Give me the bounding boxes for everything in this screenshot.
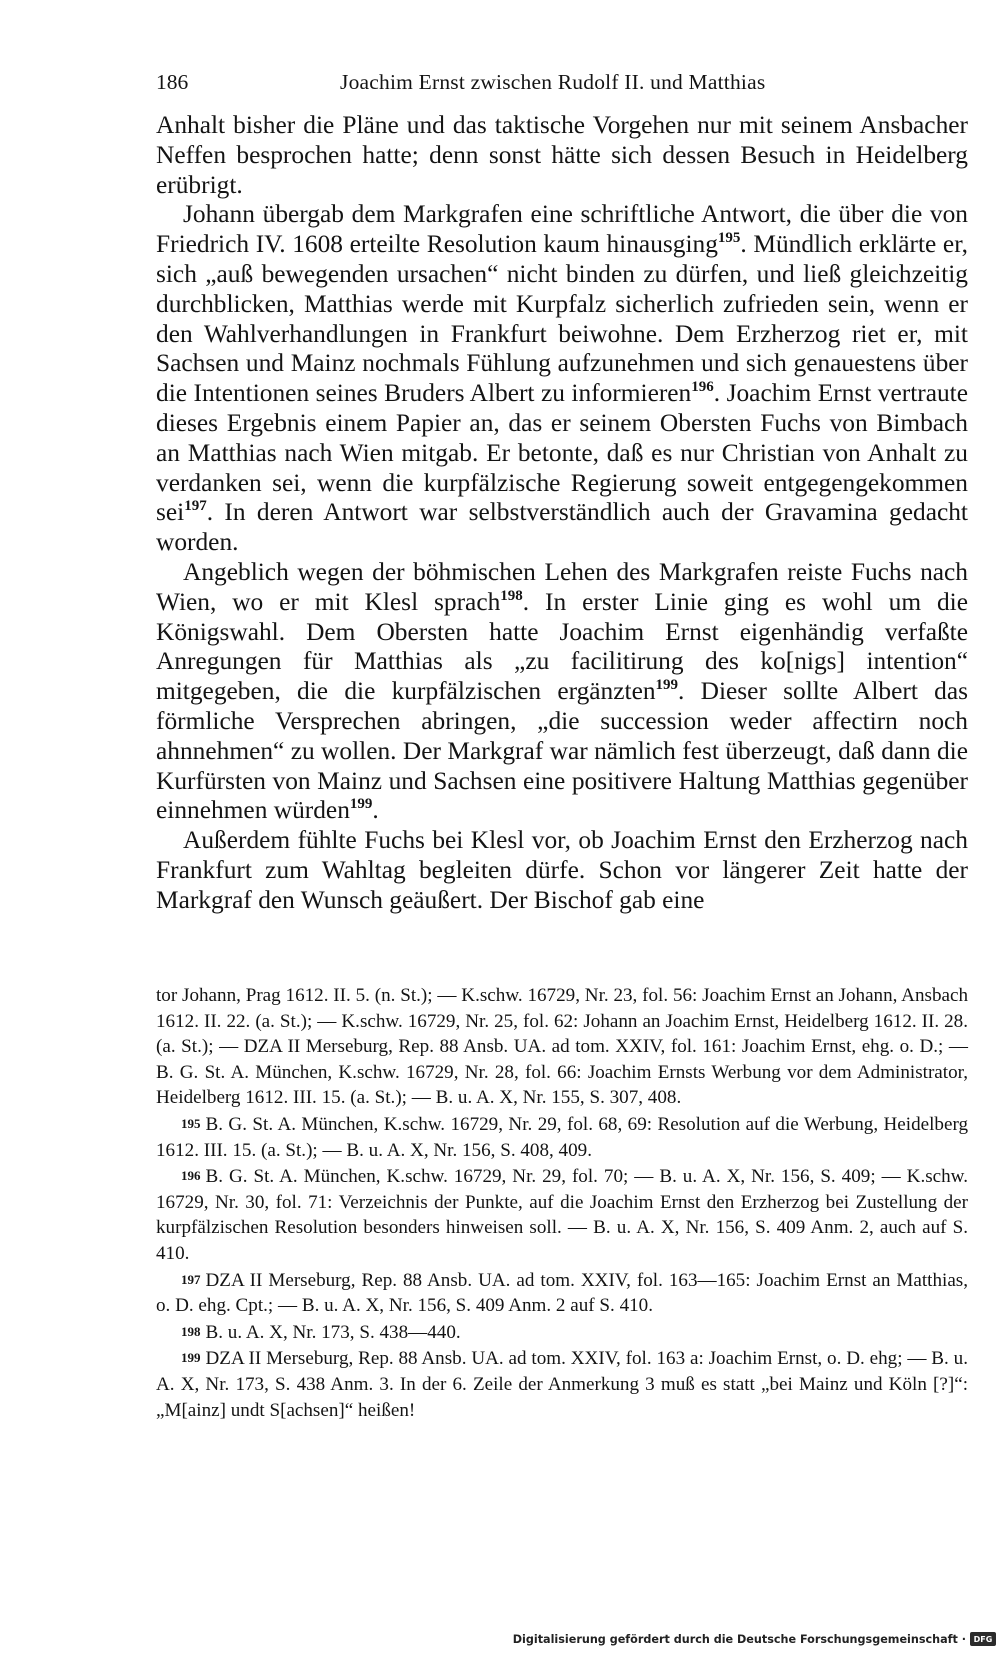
footnote-ref-198: 198 — [500, 587, 523, 604]
paragraph-1 — [156, 111, 968, 200]
footnote-195 — [156, 1111, 968, 1163]
paragraph-3-text: . — [372, 796, 379, 825]
paragraph-1-text: Anhalt bisher die Pläne und das taktische Vorgehen nur mit seinem Ansbacher Neffen besprochen hatte; denn sonst hätte sich dessen Besuch in Heidelberg erübrigt. — [156, 111, 968, 199]
paragraph-3-text: . In erster Linie ging es wohl um die Königswahl. Dem Obersten hatte Joachim Ernst eigenhändig verfaßte Anregungen für Matthias als „zu facilitirung des ko[nigs] intention“ mitgegeben, die die kurpfälzischen ergänzten — [156, 587, 968, 706]
paragraph-2-text: . In deren Antwort war selbstverständlich auch der Gravamina gedacht worden. — [156, 498, 968, 557]
footnote-continued: tor Johann, Prag 1612. II. 5. (n. St.); — K.schw. 16729, Nr. 23, fol. 56: Joachim Ernst an Johann, Ansbach 1612. II. 22. (a. St.); — K.schw. 16729, Nr. 25, fol. 62: Johann an Joachim Ernst, Heidelberg 1612. II. 28. (a. St.); — DZA II Merseburg, Rep. 88 Ansb. UA. ad tom. XXIV, fol. 161: Joachim Ernst, ehg. o. D.; — B. G. St. A. München, K.schw. 16729, Nr. 28, fol. 66: Joachim Ernsts Werbung vor dem Administrator, Heidelberg 1612. III. 15. (a. St.); — B. u. A. X, Nr. 155, S. 307, 408. — [156, 985, 968, 1109]
footnote-ref-196: 196 — [691, 379, 714, 396]
footnote-number: 196 — [181, 1168, 201, 1184]
page-number: 186 — [156, 70, 189, 94]
footnote-number: 198 — [181, 1323, 201, 1339]
footnote-197 — [156, 1267, 968, 1319]
page-header — [156, 70, 968, 102]
paragraph-3-text: Angeblich wegen der böhmischen Lehen des Markgrafen reiste Fuchs nach Wien, wo er mit Klesl sprach — [156, 557, 968, 616]
footnote-text: B. G. St. A. München, K.schw. 16729, Nr. 29, fol. 70; — B. u. A. X, Nr. 156, S. 409; — K.schw. 16729, Nr. 30, fol. 71: Verzeichnis der Punkte, auf die Joachim Ernst den Erzherzog bei Zustellung der kurpfälzischen Resolution besonders hinweisen soll. — B. u. A. X, Nr. 156, S. 409 Anm. 2, auch auf S. 410. — [156, 1166, 968, 1264]
paragraph-3-text: . Dieser sollte Albert das förmliche Versprechen abringen, „die succession weder affectirn noch ahnnehmen“ zu wollen. Der Markgraf war nämlich fest überzeugt, daß dann die Kurfürsten von Mainz und Sachsen eine positivere Haltung Matthias gegenüber einnehmen würden — [156, 677, 968, 825]
paragraph-2-text: Johann übergab dem Markgrafen eine schriftliche Antwort, die über die von Friedrich IV. 1608 erteilte Resolution kaum hinausging — [156, 200, 968, 259]
footnote-ref-199: 199 — [655, 677, 679, 694]
footnote-198 — [156, 1319, 968, 1346]
footnote-ref-199: 199 — [349, 796, 373, 813]
paragraph-3 — [156, 558, 968, 826]
main-text — [156, 111, 968, 916]
paragraph-4-text: Außerdem fühlte Fuchs bei Klesl vor, ob Joachim Ernst den Erzherzog nach Frankfurt zum Wahltag begleiten dürfe. Schon vor längerer Zeit hatte der Markgraf den Wunsch geäußert. Der Bischof gab eine — [156, 826, 968, 914]
footnote-text: B. u. A. X, Nr. 173, S. 438—440. — [205, 1321, 461, 1343]
paragraph-4 — [156, 826, 968, 915]
footnote-196 — [156, 1163, 968, 1266]
paragraph-2-text: . Mündlich erklärte er, sich „auß bewegenden ursachen“ nicht binden zu dürfen, und ließ gleichzeitig durchblicken, Matthias werde mit Kurpfalz sicherlich zufrieden sein, wenn er den Wahlverhandlungen in Frankfurt beiwohne. Dem Erzherzog riet er, mit Sachsen und Mainz nochmals Fühlung aufzunehmen und sich genauestens über die Intentionen seines Bruders Albert zu informieren — [156, 230, 968, 408]
paragraph-2-text: . Joachim Ernst vertraute dieses Ergebnis einem Papier an, das er seinem Obersten Fuchs von Bimbach an Matthias nach Wien mitgab. Er betonte, daß es nur Christian von Anhalt zu verdanken sei, wenn die kurpfälzische Regierung soweit entgegengekommen sei — [156, 379, 968, 527]
footnote-ref-195: 195 — [717, 230, 741, 247]
footnotes — [156, 983, 968, 1423]
credit-text: Digitalisierung gefördert durch die Deutsche Forschungsgemeinschaft · — [512, 1632, 966, 1646]
footnote-text: DZA II Merseburg, Rep. 88 Ansb. UA. ad tom. XXIV, fol. 163—165: Joachim Ernst an Matthias, o. D. ehg. Cpt.; — B. u. A. X, Nr. 156, S. 409 Anm. 2 auf S. 410. — [156, 1269, 968, 1317]
footnote-text: B. G. St. A. München, K.schw. 16729, Nr. 29, fol. 68, 69: Resolution auf die Werbung, Heidelberg 1612. III. 15. (a. St.); — B. u. A. X, Nr. 156, S. 408, 409. — [156, 1113, 968, 1161]
running-title: Joachim Ernst zwischen Rudolf II. und Matthias — [340, 70, 766, 94]
footnote-number: 197 — [181, 1271, 201, 1287]
footnote-text: DZA II Merseburg, Rep. 88 Ansb. UA. ad tom. XXIV, fol. 163 a: Joachim Ernst, o. D. ehg; — B. u. A. X, Nr. 173, S. 438 Anm. 3. In der 6. Zeile der Anmerkung 3 muß es statt „bei Mainz und Köln [?]“: „M[ainz] undt S[achsen]“ heißen! — [156, 1348, 968, 1421]
footnote-199 — [156, 1345, 968, 1423]
footnote-number: 199 — [181, 1350, 201, 1366]
digitization-credit — [513, 1629, 996, 1649]
paragraph-2 — [156, 200, 968, 558]
dfg-logo-icon: DFG — [970, 1632, 996, 1646]
footnote-number: 195 — [181, 1115, 201, 1131]
footnote-ref-197: 197 — [184, 498, 207, 515]
